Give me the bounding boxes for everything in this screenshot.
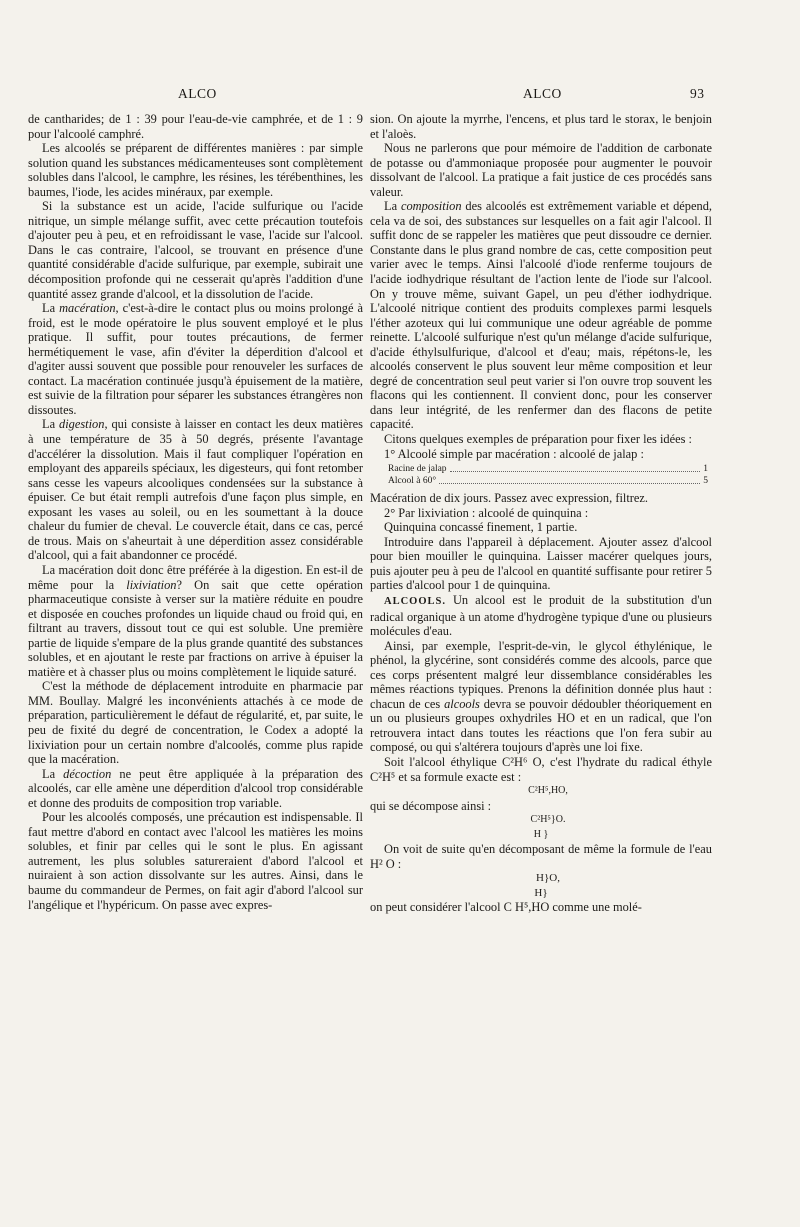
text: La: [42, 301, 60, 316]
page-number: 93: [690, 86, 705, 101]
paragraph: C'est la méthode de déplacement introduite en pharmacie par MM. Boullay. Malgré les inconvénients attachés à ce mode de préparation, particulièrement le défaut de régularité, et, par suite, le peu de fixité du degré de concentration, le Codex a adopté la lixiviation pour un certain nombre d'alcoolés, comme plus rapide que la macération.: [28, 679, 363, 767]
paragraph: Introduire dans l'appareil à déplacement. Ajouter assez d'alcool pour bien mouiller le quinquina. Laisser macérer quelques jours, puis ajouter peu à peu de l'alcool en quantité suffisante pour retirer 5 parties d'alcool pour 1 de quinquina.: [370, 534, 712, 593]
term-lixiviation: lixiviation: [126, 577, 177, 592]
paragraph: [370, 199, 712, 432]
recipe-item: Racine de jalap: [388, 464, 447, 475]
paragraph: Quinquina concassé finement, 1 partie.: [384, 520, 578, 535]
paragraph: [28, 563, 363, 679]
paragraph: sion. On ajoute la myrrhe, l'encens, et plus tard le storax, le benjoin et l'aloès.: [370, 112, 712, 141]
text: , qui consiste à laisser en contact les deux matières à une température de 35 à 50 degrés, présente l'avantage d'accélérer la dissolution. Mais il faut compliquer l'opération en employant des appareils spéciaux, les digesteurs, qui font retomber sans cesse les vapeurs alcooliques condensées sur la substance à épuiser. Ce but était rempli autrefois d'une façon plus simple, en exposant les vases au soleil, ou en les soumettant à la douce chaleur du fumier de cheval. Le couvercle était, dans ce cas, percé de trous. Mais on s'aheurtait à une déperdition assez considérable d'alcool, qui a fait abandonner ce procédé.: [28, 417, 364, 563]
term-decoction: décoction: [63, 766, 112, 781]
paragraph: 2° Par lixiviation : alcoolé de quinquina :: [384, 505, 589, 520]
text: Un alcool est le produit de la substitution d'un radical organique à un atome d'hydrogène typique d'une ou plusieurs molécules d'eau.: [370, 592, 712, 639]
right-column: [370, 112, 712, 915]
paragraph: Citons quelques exemples de préparation pour fixer les idées :: [384, 432, 692, 447]
running-head-left: ALCO: [178, 86, 217, 101]
recipe-row: [388, 463, 712, 475]
paragraph: de cantharides; de 1 : 39 pour l'eau-de-vie camphrée, et de 1 : 9 pour l'alcoolé camphré.: [28, 112, 363, 141]
recipe-item: Alcool à 60°: [388, 476, 437, 487]
running-head-center: ALCO: [523, 86, 562, 101]
paragraph: On voit de suite qu'en décomposant de même la formule de l'eau H² O :: [370, 842, 712, 871]
text: La: [384, 199, 401, 214]
formula: H}O, H}: [534, 872, 560, 899]
text: devra se pouvoir dédoubler théoriquement en un ou plusieurs groupes oxhydriles HO et en un radical, que l'on retrouvera intact dans toutes les réactions que l'on fera subir au composé, ou qui s'altérera toujours d'après une loi fixe.: [370, 696, 712, 755]
paragraph: [370, 593, 712, 639]
term-maceration: macération: [59, 301, 116, 316]
text: ne peut être appliquée à la préparation des alcoolés, car elle amène une déperdition d'alcool trop considérable et donne des produits de composition trop variable.: [28, 766, 363, 810]
formula: C²H⁵,HO,: [528, 785, 568, 797]
text: La: [42, 766, 64, 781]
paragraph: Soit l'alcool éthylique C²H⁶ O, c'est l'hydrate du radical éthyle C²H⁵ et sa formule exacte est :: [370, 754, 712, 784]
paragraph: [370, 639, 712, 755]
paragraph: Macération de dix jours. Passez avec expression, filtrez.: [370, 491, 649, 506]
term-composition: composition: [400, 199, 462, 214]
recipe-list: [388, 463, 712, 487]
paragraph: qui se décompose ainsi :: [370, 798, 492, 813]
formula: C²H⁵}O. H }: [530, 814, 566, 840]
paragraph: 1° Alcoolé simple par macération : alcoolé de jalap :: [384, 446, 644, 461]
text: La: [42, 417, 59, 432]
paragraph: on peut considérer l'alcool C H⁵,HO comme une molé-: [370, 900, 642, 915]
recipe-qty: 5: [703, 476, 708, 487]
text: Ainsi, par exemple, l'esprit-de-vin, le glycol éthylénique, le phénol, la glycérine, sont considérés comme des alcools, parce que ces corps présentent malgré leur dissemblance considérables les mêmes réactions typiques. Prenons la définition donnée plus haut : chacun de ces: [370, 638, 712, 711]
paragraph: [28, 301, 363, 417]
paragraph: Pour les alcoolés composés, une précaution est indispensable. Il faut mettre d'abord en contact avec l'alcool les matières les moins solubles, et finir par celles qui le sont le plus. En agissant autrement, les plus solubles satureraient d'abord l'alcool et nuiraient à son action dissolvante sur les autres. Ainsi, dans le baume du commandeur de Permes, on fait agir d'abord l'alcool sur l'angélique et l'hypéricum. On passe avec expres-: [28, 810, 363, 912]
entry-heading-alcools: ALCOOLS.: [384, 595, 446, 607]
text: La macération doit donc être préférée à la digestion. En est-il de même pour la: [28, 562, 363, 592]
text: des alcoolés est extrêmement variable et dépend, cela va de soi, des substances sur lesquelles on a fait agir l'alcool. Il suffit donc de se rappeler les matières que peut dissoudre ce dernier. Constante dans le plus grand nombre de cas, cette composition peut varier avec le temps. Ainsi l'alcoolé d'iode renferme toujours de l'acide iodhydrique résultant de l'action lente de l'iode sur l'alcool. On y trouve même, suivant Gapel, un peu d'éther iodhydrique. L'alcoolé nitrique contient des produits complexes parmi lesquels l'éther azoteux qui lui communique une odeur agréable de pomme reinette. L'alcoolé sulfurique n'est qu'un mélange d'acide sulfurique, d'acide éthylsulfurique, d'alcool et d'eau; mais, répétons-le, les alcoolés conservent le plus souvent leur même composition et leur degré de concentration seul peut varier si l'on ouvre trop souvent les flacons qui les contiennent. Il convient donc, pour les conserver dans leur intégrité, de les renfermer dan des flacons de petite capacité.: [370, 199, 712, 432]
text: , c'est-à-dire le contact plus ou moins prolongé à froid, est le mode opératoire le plus souvent employé et le plus pratique. Il suffit, pour toutes précautions, de fermer hermétiquement le vase, afin d'éviter la déperdition d'alcool et d'agiter aussi souvent que possible pour renouveler les surfaces de contact. La macération continuée jusqu'à épuisement de la matière, est suivie de la filtration pour séparer les substances étrangères non dissoutes.: [28, 301, 363, 417]
text: ? On sait que cette opération pharmaceutique consiste à verser sur la matière réduite en poudre et disposée en couches profondes un liquide chaud ou froid qui, en filtrant au travers, dissout tout ce qui est soluble. Une première partie de liquide s'empare de la plus grande quantité des substances solubles, et en ajoutant le reste par fractions on arrive à épuiser la matière et à chasser plus ou moins complètement le liquide saturé.: [28, 577, 363, 679]
paragraph: Les alcoolés se préparent de différentes manières : par simple solution quand les substances médicamenteuses sont complètement solubles dans l'alcool, le camphre, les résines, les térébenthines, les baumes, l'iode, les acides minéraux, par exemple.: [28, 141, 363, 199]
term-digestion: digestion: [59, 417, 105, 432]
recipe-row: [388, 475, 712, 487]
paragraph: [28, 767, 363, 811]
paragraph: Nous ne parlerons que pour mémoire de l'addition de carbonate de potasse ou d'ammoniaque proposée pour augmenter le pouvoir dissolvant de l'alcool. La pratique a fait justice de ces procédés sans valeur.: [370, 141, 712, 199]
paragraph: [28, 417, 363, 562]
left-column: [28, 112, 363, 912]
recipe-qty: 1: [703, 464, 708, 475]
paragraph: Si la substance est un acide, l'acide sulfurique ou l'acide nitrique, un simple mélange suffit, avec cette précaution toutefois d'ajouter peu à peu, et en refroidissant le vase, l'acide sur l'alcool. Dans le cas contraire, l'alcool, se trouvant en présence d'une quantité considérable d'acide sulfurique, par exemple, subirait une décomposition profonde qui ne cesserait qu'après l'addition d'une quantité assez grande d'alcool, et la dissolution de l'acide.: [28, 199, 363, 301]
term-alcools: alcools: [444, 696, 480, 711]
